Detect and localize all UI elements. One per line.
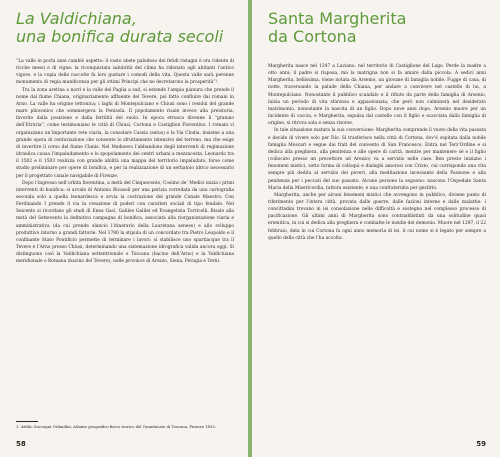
body-text: [268, 63, 486, 242]
title-line: La Valdichiana,: [16, 9, 137, 28]
paragraph: “La valle in pochi anni cambiò aspetto: il vasto abete paludoso dei fetidi ristagni è ora ridente di ricche messi e di vigne: la riconquistata salubrità del clima ha ridonato agli abitanti l’antico vigore, e la copia delle raccolte fa loro gustare i comodi della vita. Questa valle sarà perenne monumento di regia munificenza per gli ottimi Principi che ne decretarono la prosperità”¹.: [16, 59, 234, 86]
paragraph: Margherita, anche per alcuni fenomeni mistici che avvengono in pubblico, diviene punto di riferimento per l’intera città, provata dalle guerre, dalle fazioni interne e dalle malattie: i concittadini trovano in lei consolazione nelle difficoltà e sostegno nel complesso processo di pacificazione. Gli ultimi anni di Margherita sono contraddistinti da una solitudine quasi eremitica, in cui si dedica alla preghiera e combatte le insidie del demonio. Muore nel 1297, il 22 febbraio, data in cui Cortona fa ogni anno memoria di lei, il cui nome si è legato per sempre a quello della città che l’ha accolta.: [268, 192, 486, 241]
body-text: [16, 58, 234, 266]
left-page: [0, 0, 248, 457]
page-title: [268, 10, 406, 46]
paragraph: In tale situazione matura la sua conversione: Margherita comprende il vuoto della vita passata e decide di vivere solo per Dio. Si trasferisce nella città di Cortona, dov’è ospitata dalla nobile famiglia Moscari e segue dai frati del convento di San Francesco. Entra nel Terz’Ordine e si dedica alla preghiera, alla penitenza e alle opere di carità, mentre per mantenere sé e il figlio (collocato presso un precettore ad Arezzo) va a servizio nelle case. Ben presto iniziano i fenomeni mistici, sotto forma di colloqui e dialoghi amorosi con Cristo, cui corrisponde una vita sempre più dedita al servizio dei poveri, alla meditazione incessante della Passione e alla penitenza per i peccati del suo passato. Alcune persone la seguono: nascono l’Ospedale Santa Maria della Misericordia, tuttora esistente, e una confraternita per gestirlo.: [268, 128, 486, 191]
title-line: da Cortona: [268, 27, 357, 46]
page-number: 58: [16, 440, 26, 448]
title-line: Santa Margherita: [268, 9, 407, 28]
title-line: una bonifica durata secoli: [16, 27, 224, 46]
footnote: 1. Attilio Zuccagni Orlandini, Atlante geografico fisico storico del Granducato di Toscana, Firenze 1832.: [16, 424, 217, 429]
paragraph: Tra la zona aretina a nord e la valle del Paglia a sud, si estende l’ampia pianura che prende il nome dal fiume Chiana, originariamente affluente del Tevere, poi fatto confluire dai romani in Arno. La valle ha origine tettonica; i laghi di Montepulciano e Chiusi sono i residui del grande mare pliocenico che sommergeva la Penisola. Il popolamento risale invece alla preistoria, favorito dalla posizione e dalla fertilità del suolo. In epoca etrusca divenne il “granaio dell’Etruria”, come testimoniano le città di Chiusi, Cortona e Castiglion Fiorentino. I romani vi organizzano un’importante rete viaria, la consolare Cassia (setus) e la Via Clodia, insieme a una grande opera di centuriazione che consente lo sfruttamento intensivo del terreno, ma che esige di invertire il corso del fiume Clanis. Nel Medioevo l’abbandono degli interventi di regimazione idraulica causa l’impaludamento e lo spopolamento dei centri urbani a mezzacosta. Leonardo tra il 1502 e il 1503 realizza con grande abilità una mappa del territorio impaludato, forse come studio preliminare per opere di bonifica, e per la realizzazione di un serbatoio idrico necessario per il progettato canale navigabile di Firenze.: [16, 87, 234, 179]
paragraph: Dopo l’ingresso nell’orbita fiorentina, a metà del Cinquecento, Cosimo de’ Medici inizia i primi interventi di bonifica: si avvale di Antonio Ricasoli per una perizia corredata da una cartografia seconda solo a quella leonardesca e avvia la costruzione del grande Canale Maestro. Con Ferdinando I prende il via la creazione di poderi con caratteri sociali di tipo feudale. Nel Seicento si ricordano gli studi di Enea Gaci, Galileo Galilei ed Evangelista Torricelli. Risale alla metà del Settecento la definitiva campagna di bonifica, associata alla riorganizzazione viaria e amministrativa (da cui prende slancio l’itinerario della Lauretana senese) e allo sviluppo produttivo intorno a grandi fattorie. Nel 1780 la stipula di un concordato tra Pietro Leopoldo e il confinante Stato Pontificio permette di terminare i lavori: si stabilisce uno spartiacque tra il Tevere e l’Arno presso Chiusi, determinando una sistemazione idrografica valida ancora oggi. Si distinguono così la Valdichiana settentrionale o Toscana (bacino dell’Arno) e la Valdichiana meridionale o Romana (bacino del Tevere), nelle province di Arezzo, Siena, Perugia e Terni.: [16, 180, 234, 265]
footnote-divider: [16, 421, 38, 422]
page-number: 59: [476, 440, 486, 448]
paragraph: Margherita nasce nel 1247 a Laviano, nel territorio di Castiglione del Lago. Perde la madre a otto anni; il padre si risposa, ma la matrigna non si fa amare dalla piccola. A sedici anni Margherita, bellissima, viene notata da Arsenio, un giovane di famiglia nobile. Fugge di casa, di notte, traversando la palude della Chiana, per andare a convivere nel castello di lui, a Montepulciano. Nonostante il pubblico scandalo e il rifiuto da parte della famiglia di Arsenio, inizia un periodo di vita sfarzosa e appassionata, che però non culminerà nel desiderato matrimonio, nonostante la nascita di un figlio. Dopo nove anni dopo, Arsenio muore per un incidente di caccia, e Margherita, espulsa dal castello con il figlio e scacciata dalla famiglia di origine, si ritrova sola e senza risorse.: [268, 64, 486, 127]
page-title: [16, 10, 223, 46]
right-page: [252, 0, 500, 457]
